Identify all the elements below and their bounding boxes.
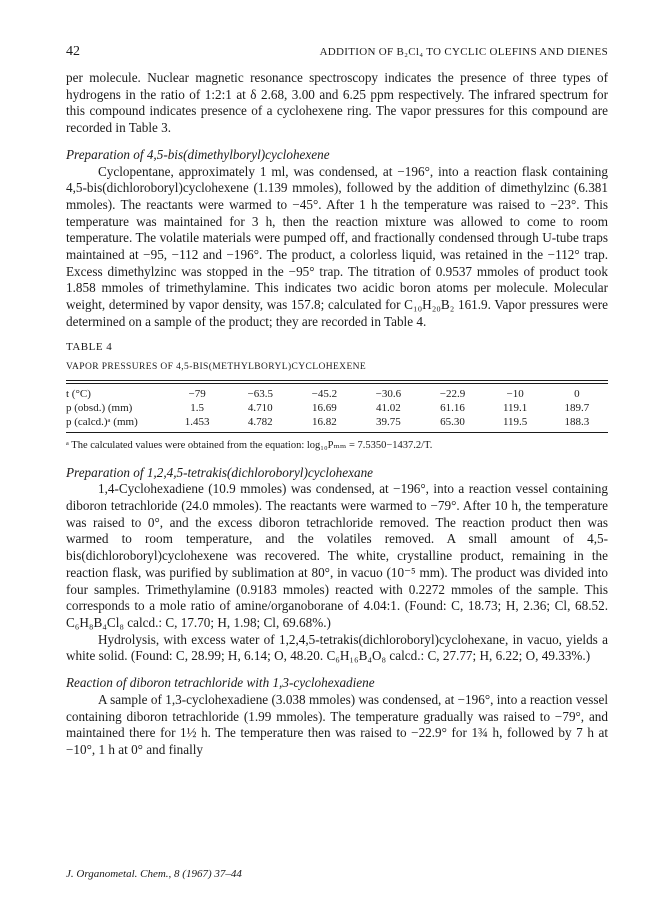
table-cell: 1.5 (190, 401, 204, 414)
table-cell: 16.69 (311, 401, 337, 414)
table-footnote: ᵃ The calculated values were obtained from the equation: log₁₀Pₘₘ = 7.5350−1437.2/T. (66, 439, 433, 451)
table-row (66, 415, 608, 429)
page-header (66, 44, 608, 60)
table-row (66, 387, 608, 401)
table-cell: 189.7 (564, 401, 590, 414)
page-number: 42 (66, 44, 80, 59)
section-text-hydrolysis: Hydrolysis, with excess water of 1,2,4,5-tetrakis(dichloroboryl)cyclohexane, in vacuo, yields a white solid. (Found: C, 28.99; H, 6.14; O, 48.20. C₆H₁₆B₄O₈ calcd.: C, 27.77; H, 6.22; O, 49.33%.) (66, 631, 608, 664)
section-text-tetrakis: 1,4-Cyclohexadiene (10.9 mmoles) was condensed, at −196°, into a reaction vessel containing diboron tetrachloride (24.0 mmoles). The reactants were warmed to −79°. After 10 h, the temperature was raised to 0°, and the excess diboron tetrachloride removed. The reaction product then was warmed to room temperature, and the volatiles removed. A small amount of 4,5-bis(dichloroboryl)cyclohexene was recovered. The white, crystalline product, remaining in the reaction flask, was purified by sublimation at 80°, in vacuo (10⁻⁵ mm). The product was divided into four samples. Trimethylamine (0.9183 mmoles) reacted with 0.2272 mmoles of the sample. This corresponds to a mole ratio of amine/organoborane of 4.04:1. (Found: C, 18.73; H, 2.36; Cl, 68.52. C₆H₈B₄Cl₈ calcd.: C, 17.70; H, 1.98; Cl, 69.68%.) (66, 481, 608, 630)
table-cell: 119.5 (502, 415, 528, 428)
table-cell: 16.82 (311, 415, 337, 428)
section-text-dimethylboryl: Cyclopentane, approximately 1 ml, was condensed, at −196°, into a reaction flask containing 4,5-bis(dichloroboryl)cyclohexene (1.139 mmoles), followed by the addition of dimethylzinc (6.381 mmoles). The reactants were warmed to −45°. After 1 h the temperature was raised to −23°. This temperature was maintained for 3 h, then the reaction mixture was allowed to come to room temperature. The volatile materials were pumped off, and fractionally condensed through U-tube traps maintained at −95, −112 and −196°. The product, a colorless liquid, was retained in the −112° trap. Excess dimethylzinc was stopped in the −95° trap. The titration of 0.9537 mmoles of product took 1.858 mmoles of trimethylamine. This indicates two acidic boron atoms per molecule. Molecular weight, determined by vapor density, was 157.8; calculated for C₁₀H₂₀B₂ 161.9. Vapor pressures were determined on a sample of the product; they are recorded in Table 4. (66, 163, 608, 329)
paragraph-continuation: per molecule. Nuclear magnetic resonance spectroscopy indicates the presence of three types of hydrogens in the ratio of 1:2:1 at δ 2.68, 3.00 and 6.25 ppm respectively. The infrared spectrum for this compound indicates presence of a cyclohexene ring. The vapor pressures for this compound are recorded in Table 3. (66, 70, 608, 136)
table-bottom-rule (66, 432, 608, 433)
table-cell: 41.02 (376, 401, 401, 414)
page-body (66, 70, 608, 759)
table-top-rule (66, 380, 608, 381)
vapor-pressure-table (66, 387, 608, 429)
journal-citation: J. Organometal. Chem., 8 (1967) 37–44 (66, 868, 242, 880)
table-cell: 119.1 (502, 401, 528, 414)
table-label: TABLE 4 (66, 340, 113, 353)
table-cell: −45.2 (311, 387, 338, 400)
table-cell: 4.782 (247, 415, 273, 428)
table-cell: −22.9 (439, 387, 466, 400)
table-cell: −10 (506, 387, 524, 400)
table-cell: 188.3 (564, 415, 590, 428)
row-label: p (obsd.) (mm) (66, 401, 133, 414)
table-cell: −79 (188, 387, 206, 400)
table-cell: 4.710 (247, 401, 273, 414)
table-cell: 1.453 (184, 415, 210, 428)
table-cell: 39.75 (376, 415, 401, 428)
table-top-rule-2 (66, 383, 608, 384)
section-title-cyclohexadiene: Reaction of diboron tetrachloride with 1,3-cyclohexadiene (66, 675, 375, 691)
row-label: t (°C) (66, 387, 91, 400)
table-row (66, 401, 608, 415)
running-title: ADDITION OF B₂Cl₄ TO CYCLIC OLEFINS AND DIENES (319, 46, 608, 58)
section-title-dimethylboryl: Preparation of 4,5-bis(dimethylboryl)cyclohexene (66, 146, 330, 162)
table-cell: −63.5 (247, 387, 274, 400)
table-cell: −30.6 (375, 387, 402, 400)
table-cell: 65.30 (440, 415, 465, 428)
section-text-cyclohexadiene: A sample of 1,3-cyclohexadiene (3.038 mmoles) was condensed, at −196°, into a reaction vessel containing diboron tetrachloride (1.99 mmoles). The temperature gradually was raised to −79°, and maintained there for 1½ h. The temperature then was raised to −22.9° for 1¾ h, followed by 7 h at −10°, 1 h at 0° and finally (66, 691, 608, 757)
table-cell: 61.16 (440, 401, 465, 414)
row-label: p (calcd.)ᵃ (mm) (66, 415, 138, 428)
section-title-tetrakis: Preparation of 1,2,4,5-tetrakis(dichloroboryl)cyclohexane (66, 464, 374, 480)
table-caption: VAPOR PRESSURES OF 4,5-BIS(METHYLBORYL)CYCLOHEXENE (66, 362, 367, 373)
table-cell: 0 (574, 387, 580, 400)
